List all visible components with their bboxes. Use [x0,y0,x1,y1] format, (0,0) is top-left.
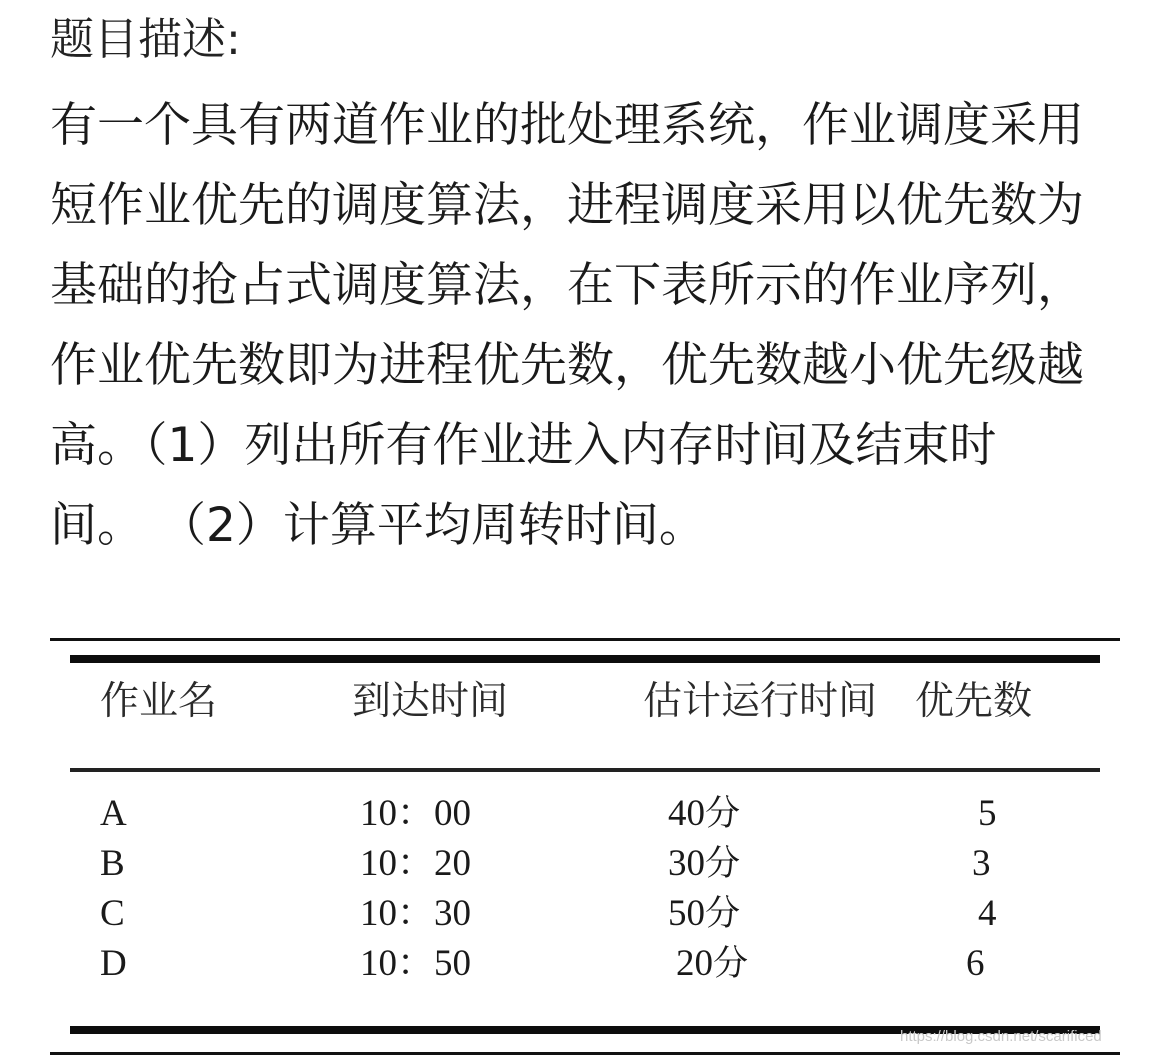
table-top-border [50,638,1120,641]
cell-priority: 5 [978,793,997,834]
header-arrival-time: 到达时间 [352,679,509,724]
cell-arrival-time: 10：30 [360,893,471,934]
header-run-time: 估计运行时间 [643,679,878,724]
cell-job-name: D [100,943,127,984]
description-line: 基础的抢占式调度算法，在下表所示的作业序列， [50,258,1084,313]
watermark: https://blog.csdn.net/scarificed [900,1028,1102,1045]
cell-job-name: B [100,843,125,884]
description-line: 短作业优先的调度算法，进程调度采用以优先数为 [50,178,1084,233]
cell-priority: 4 [978,893,997,934]
description-line: 作业优先数即为进程优先数，优先数越小优先级越 [50,338,1084,393]
description-line: 有一个具有两道作业的批处理系统，作业调度采用 [50,98,1084,153]
cell-run-time: 30分 [668,843,741,884]
table-bottom-border [50,1052,1120,1055]
cell-run-time: 40分 [668,793,741,834]
cell-run-time: 50分 [668,893,741,934]
cell-run-time: 20分 [676,943,749,984]
problem-description [50,86,1130,566]
page-heading: 题目描述: [50,14,241,65]
cell-job-name: A [100,793,127,834]
cell-job-name: C [100,893,125,934]
table-header-bottom-rule [70,768,1100,772]
cell-arrival-time: 10：20 [360,843,471,884]
header-priority: 优先数 [915,679,1033,724]
description-line: 高。（1）列出所有作业进入内存时间及结束时 [50,418,997,473]
cell-arrival-time: 10：50 [360,943,471,984]
description-line: 间。 （2）计算平均周转时间。 [50,498,706,553]
table-header-top-rule [70,655,1100,663]
cell-priority: 6 [966,943,985,984]
cell-arrival-time: 10：00 [360,793,471,834]
header-job-name: 作业名 [100,679,218,724]
cell-priority: 3 [972,843,991,884]
